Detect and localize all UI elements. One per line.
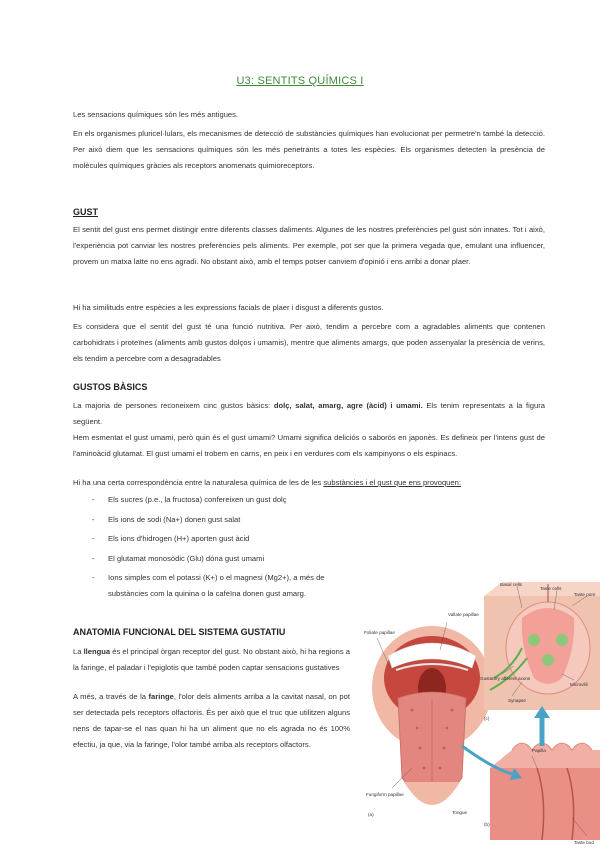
label-taste-bud: Taste bud xyxy=(574,840,594,845)
label-vallate-papillae: Vallate papillae xyxy=(448,612,479,617)
intro-paragraph-1: Les sensacions químiques són les més antigues. xyxy=(73,110,239,119)
taste-substances-list xyxy=(92,492,362,606)
label-a: (a) xyxy=(368,812,374,817)
label-b: (b) xyxy=(484,822,490,827)
papillae-block-drawing xyxy=(490,743,600,840)
basics-p1-text: La majoria de persones reconeixem cinc gustos bàsics: xyxy=(73,401,274,410)
anatomy-paragraph-2 xyxy=(73,689,350,753)
anatomy-heading: ANATOMIA FUNCIONAL DEL SISTEMA GUSTATIU xyxy=(73,627,286,637)
tongue-anatomy-illustration xyxy=(362,578,600,848)
label-synapse: Synapse xyxy=(508,698,526,703)
list-item: - Els ions de sodi (Na+) donen gust salat xyxy=(92,512,362,528)
label-tongue: Tongue xyxy=(452,810,468,815)
anatomy-p2-text: A més, a través de la xyxy=(73,692,149,701)
anatomy-p1-text: La xyxy=(73,647,84,656)
label-taste-pore: Taste pore xyxy=(574,592,596,597)
label-papilla: Papilla xyxy=(532,748,546,753)
anatomy-p2-text-end: , l'olor dels aliments arriba a la cavitat nasal, on pot ser detectada pels receptors olfactoris. És per això que el truc que utilitzen alguns nens de tapar-se el nas quan hi ha un aliment que no els agrada no és 100% efectiu, ja que, via la faringe, l'olor també arriba als receptors olfactors. xyxy=(73,692,350,749)
basic-tastes-list: dolç, salat, amarg, agre (àcid) i umami. xyxy=(273,401,423,410)
label-microvilli: Microvilli xyxy=(570,682,588,687)
list-item: - Els ions d'hidrogen (H+) aporten gust àcid xyxy=(92,531,362,547)
gust-paragraph-1: El sentit del gust ens permet distingir entre diferents classes daliments. Algunes de les nostres preferències pel gust són innates. Tot i això, l'experiència pot canviar les nostres preferències pels aliments. Per exemple, pot ser que la primera vegada que, emulant una influencer, provem un matxa latte no ens agradi. No obstant això, amb el temps potser canviem d'opinió i ens arribi a donar plaer. xyxy=(73,225,545,266)
pharynx-keyword: faringe xyxy=(148,692,174,701)
intro-paragraph-2: En els organismes pluricel·lulars, els mecanismes de detecció de substàncies químiques han evolucionat per permetre'n també la detecció. Per això diem que les sensacions químiques són les més penetrants a totes les espècies. Els organismes detecten la presència de molècules químiques gràcies als receptors anomenats quimioreceptors. xyxy=(73,129,545,170)
label-foliate-papillae: Foliate papillae xyxy=(364,630,395,635)
gust-heading: GUST xyxy=(73,207,99,217)
basics-heading: GUSTOS BÀSICS xyxy=(73,382,148,392)
tongue-anatomy-figure xyxy=(362,578,600,848)
mouth-tongue-drawing xyxy=(372,626,492,805)
substances-underlined-text: substàncies i el gust que ens provoquen: xyxy=(323,478,461,487)
basics-paragraph-1 xyxy=(73,398,545,430)
gust-paragraph-2: Hi ha similituds entre espècies a les expressions facials de plaer i disgust a diferents gustos. xyxy=(73,303,384,312)
anatomy-paragraph-1 xyxy=(73,644,350,676)
list-item: - Ions simples com el potassi (K+) o el magnesi (Mg2+), a més de substàncies com la quinina o la cafeïna donen gust amarg. xyxy=(92,570,348,602)
page-title: U3: SENTITS QUÍMICS I xyxy=(236,75,364,87)
list-item: - El glutamat monosòdic (Glu) dóna gust umami xyxy=(92,551,362,567)
anatomy-p1-text-end: és el principal òrgan receptor del gust. No obstant això, hi ha regions a la faringe, el paladar i l'epiglotis que també poden captar sensacions gustatives xyxy=(73,647,350,672)
basics-p3-text: Hi ha una certa correspondència entre la naturalesa química de les de les xyxy=(73,478,324,487)
taste-bud-block-drawing xyxy=(484,582,600,710)
list-item: - Els sucres (p.e., la fructosa) confereixen un gust dolç xyxy=(92,492,362,508)
basics-paragraph-3 xyxy=(73,475,545,491)
label-gustatory-axons: Gustatory afferent axons xyxy=(480,676,531,681)
basics-paragraph-2: Hem esmentat el gust umami, però quin és el gust umami? Umami significa deliciós o saborós en japonès. Es defineix per l'intens gust de l'aminoàcid glutamat. El gust umami el trobem en carns, en peix i en verdures com els xampinyons o els espinacs. xyxy=(73,433,545,458)
label-taste-cells: Taste cells xyxy=(540,586,562,591)
label-c: (c) xyxy=(484,716,490,721)
basics-p1-text-end: Els tenim representats a la figura següent. xyxy=(73,401,545,426)
gust-paragraph-3: Es considera que el sentit del gust té una funció nutritiva. Per això, tendim a percebre com a agradables aliments que contenen carbohidrats i proteïnes (aliments amb gustos dolços i umamis), mentre que aliments amargs, que poden assenyalar la presència de verins, els tendim a percebre com a desagradables xyxy=(73,322,545,363)
label-basal-cells: Basal cells xyxy=(500,582,522,587)
label-fungiform-papillae: Fungiform papillae xyxy=(366,792,404,797)
tongue-keyword: llengua xyxy=(83,647,111,656)
